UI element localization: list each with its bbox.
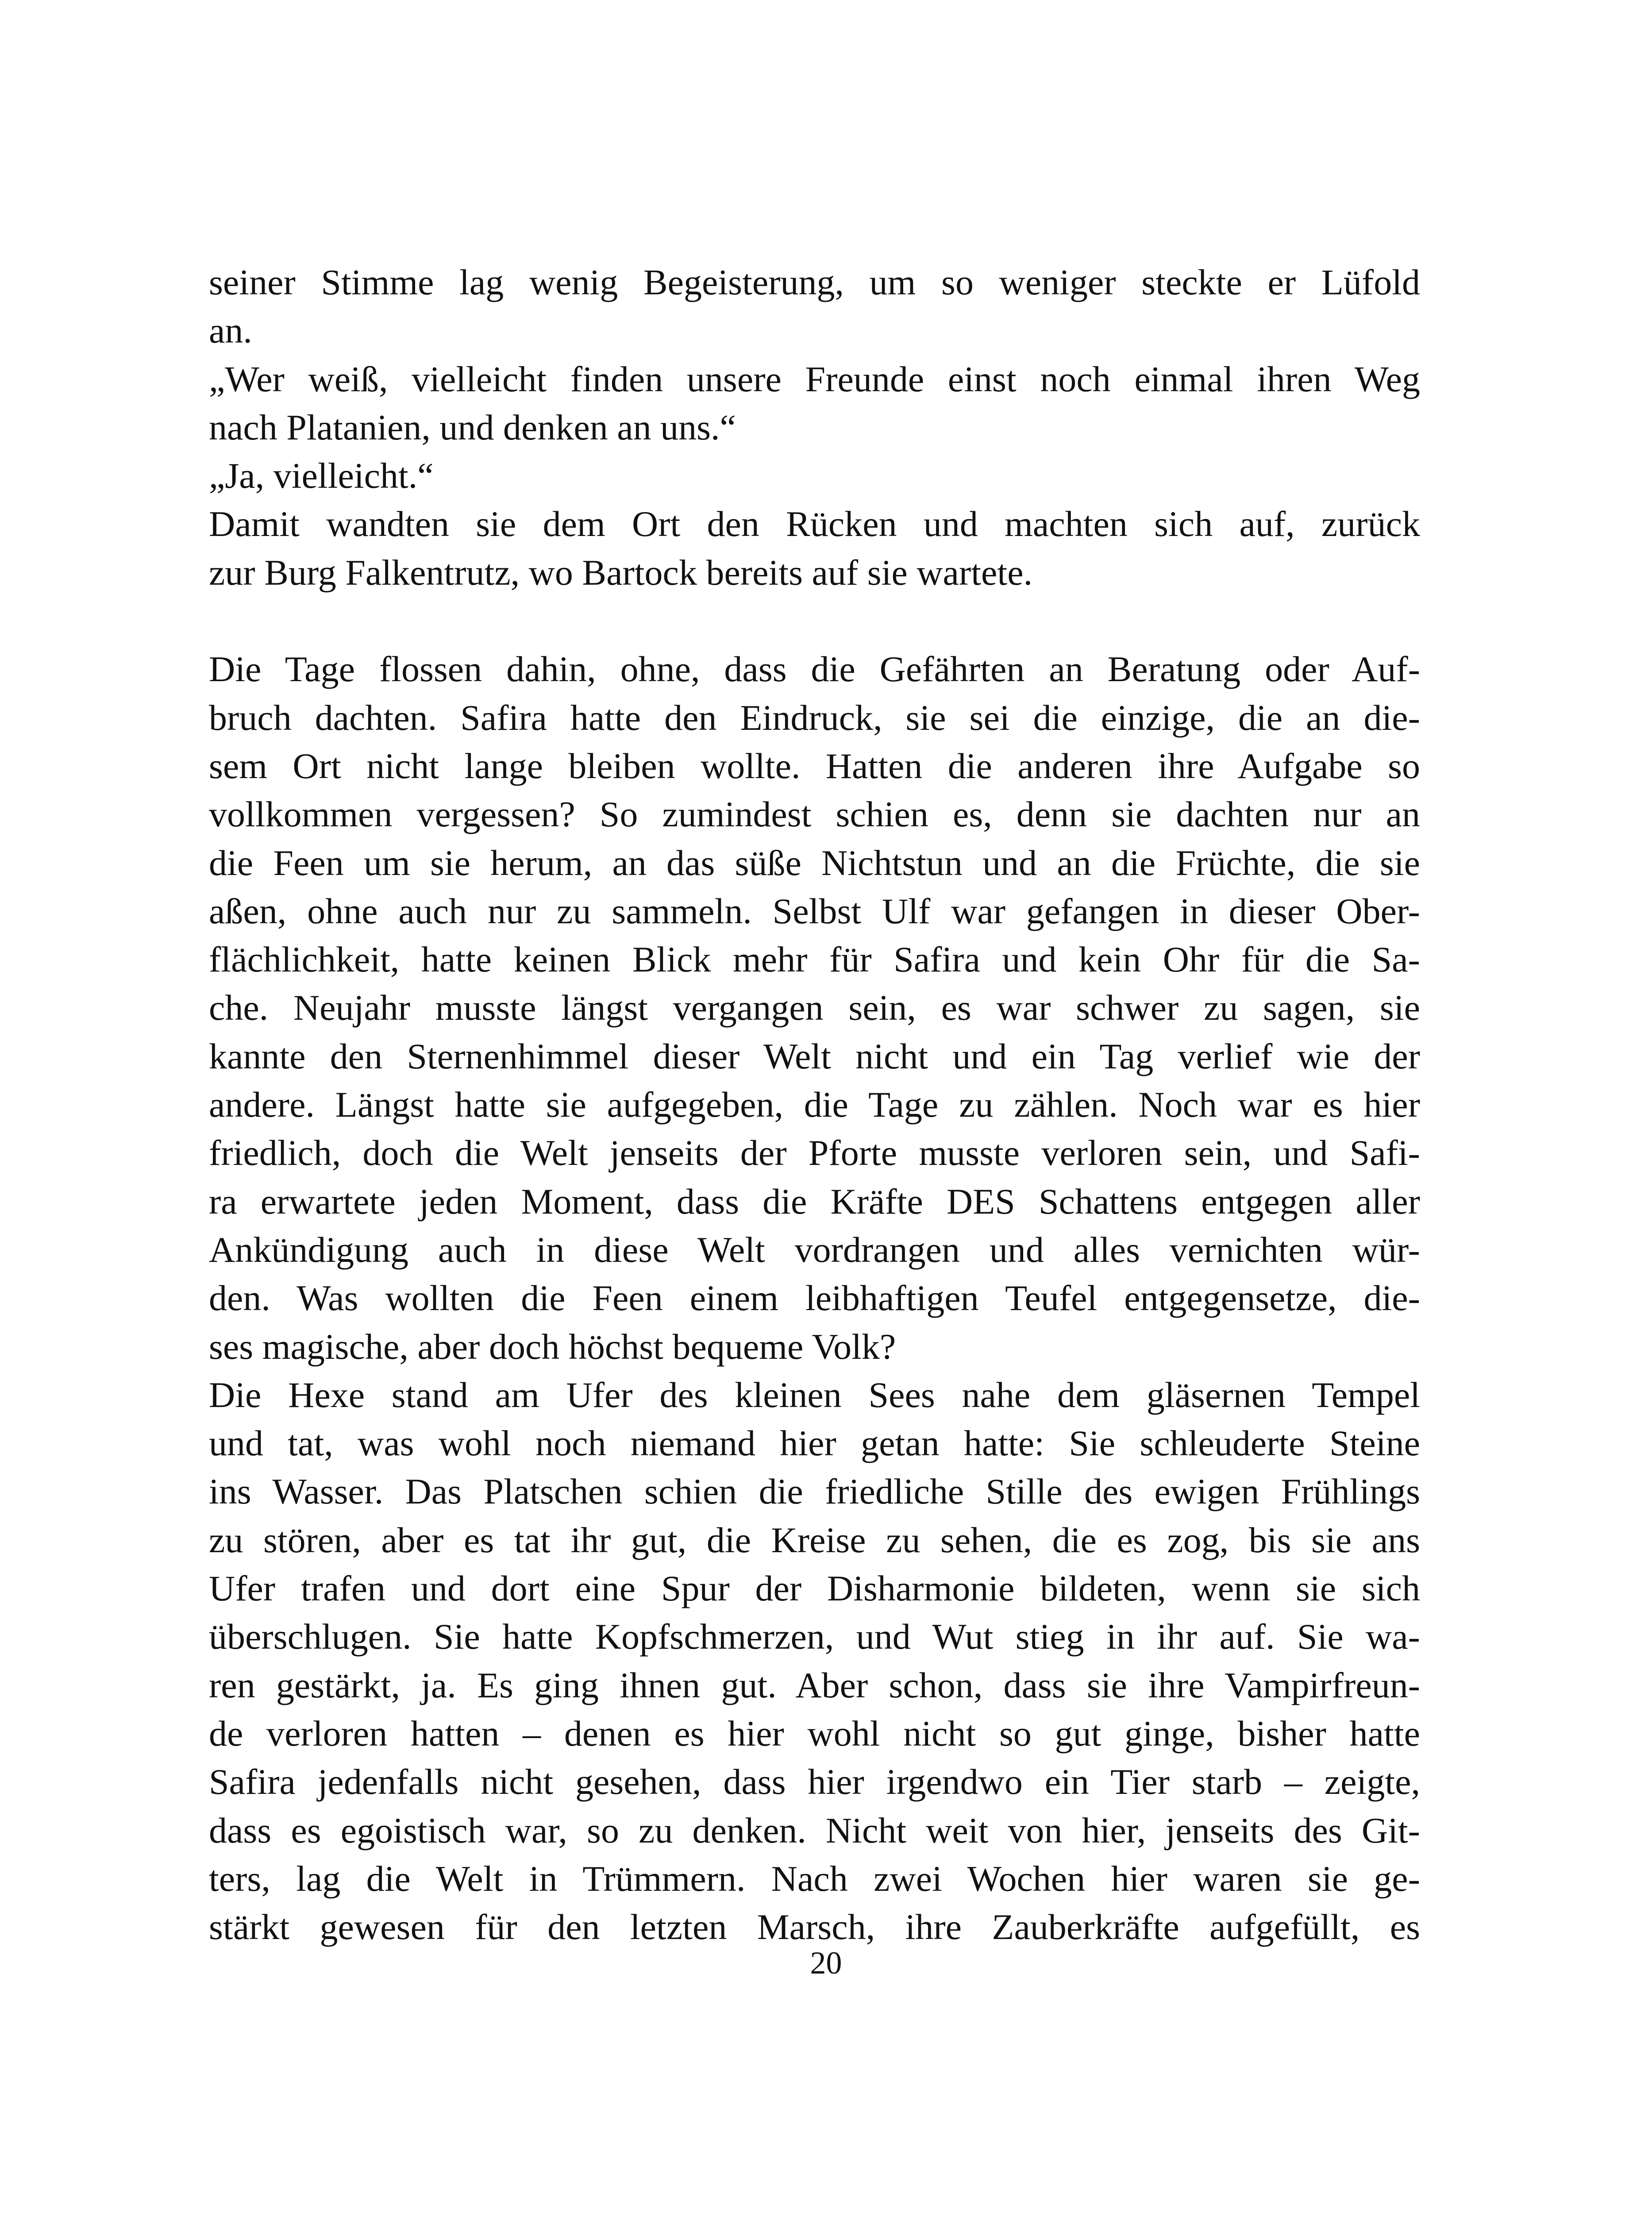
text-line: ra erwartete jeden Moment, dass die Kräfte DES Schattens entgegen aller — [209, 1181, 1420, 1222]
text-line: Damit wandten sie dem Ort den Rücken und machten sich auf, zurück — [209, 504, 1420, 544]
body-text — [209, 258, 1420, 1951]
text-line: seiner Stimme lag wenig Begeisterung, um so weniger steckte er Lüfold — [209, 262, 1420, 302]
text-line: die Feen um sie herum, an das süße Nichtstun und an die Früchte, die sie — [209, 842, 1420, 883]
text-line: Die Tage flossen dahin, ohne, dass die Gefährten an Beratung oder Auf- — [209, 649, 1420, 690]
text-line: kannte den Sternenhimmel dieser Welt nicht und ein Tag verlief wie der — [209, 1036, 1420, 1076]
text-line: den. Was wollten die Feen einem leibhaftigen Teufel entgegensetze, die- — [209, 1278, 1420, 1319]
text-line: che. Neujahr musste längst vergangen sein, es war schwer zu sagen, sie — [209, 987, 1420, 1028]
text-line: zu stören, aber es tat ihr gut, die Kreise zu sehen, die es zog, bis sie ans — [209, 1519, 1420, 1560]
paragraph — [209, 1371, 1420, 1951]
paragraph — [209, 645, 1420, 1370]
text-line: Ufer trafen und dort eine Spur der Disharmonie bildeten, wenn sie sich — [209, 1568, 1420, 1609]
text-line: Ankündigung auch in diese Welt vordrangen und alles vernichten wür- — [209, 1229, 1420, 1270]
paragraph-gap — [209, 597, 1420, 645]
text-line: „Ja, vielleicht.“ — [209, 455, 434, 496]
text-line: aßen, ohne auch nur zu sammeln. Selbst Ulf war gefangen in dieser Ober- — [209, 891, 1420, 931]
paragraph — [209, 500, 1420, 597]
text-line: zur Burg Falkentrutz, wo Bartock bereits auf sie wartete. — [209, 552, 1033, 593]
text-line: ren gestärkt, ja. Es ging ihnen gut. Aber schon, dass sie ihre Vampirfreun- — [209, 1665, 1420, 1705]
paragraph — [209, 451, 1420, 500]
text-line: nach Platanien, und denken an uns.“ — [209, 407, 736, 447]
text-line: ses magische, aber doch höchst bequeme Volk? — [209, 1326, 896, 1367]
text-line: de verloren hatten – denen es hier wohl nicht so gut ginge, bisher hatte — [209, 1713, 1420, 1754]
text-line: stärkt gewesen für den letzten Marsch, ihre Zauberkräfte aufgefüllt, es — [209, 1907, 1420, 1947]
text-line: sem Ort nicht lange bleiben wollte. Hatten die anderen ihre Aufgabe so — [209, 745, 1420, 786]
text-line: an. — [209, 310, 252, 351]
paragraph — [209, 355, 1420, 452]
text-line: „Wer weiß, vielleicht finden unsere Freunde einst noch einmal ihren Weg — [209, 359, 1420, 399]
text-line: ins Wasser. Das Platschen schien die friedliche Stille des ewigen Frühlings — [209, 1471, 1420, 1512]
paragraph — [209, 258, 1420, 355]
text-line: friedlich, doch die Welt jenseits der Pforte musste verloren sein, und Safi- — [209, 1133, 1420, 1173]
text-line: andere. Längst hatte sie aufgegeben, die Tage zu zählen. Noch war es hier — [209, 1084, 1420, 1125]
text-line: bruch dachten. Safira hatte den Eindruck, sie sei die einzige, die an die- — [209, 697, 1420, 738]
text-line: und tat, was wohl noch niemand hier getan hatte: Sie schleuderte Steine — [209, 1423, 1420, 1464]
text-line: flächlichkeit, hatte keinen Blick mehr für Safira und kein Ohr für die Sa- — [209, 939, 1420, 980]
text-line: Safira jedenfalls nicht gesehen, dass hier irgendwo ein Tier starb – zeigte, — [209, 1762, 1420, 1802]
text-line: ters, lag die Welt in Trümmern. Nach zwei Wochen hier waren sie ge- — [209, 1858, 1420, 1899]
text-line: überschlugen. Sie hatte Kopfschmerzen, und Wut stieg in ihr auf. Sie wa- — [209, 1616, 1420, 1657]
text-line: vollkommen vergessen? So zumindest schien es, denn sie dachten nur an — [209, 794, 1420, 835]
text-line: dass es egoistisch war, so zu denken. Nicht weit von hier, jenseits des Git- — [209, 1810, 1420, 1851]
text-line: Die Hexe stand am Ufer des kleinen Sees nahe dem gläsernen Tempel — [209, 1374, 1420, 1415]
page-number: 20 — [810, 1945, 842, 1981]
